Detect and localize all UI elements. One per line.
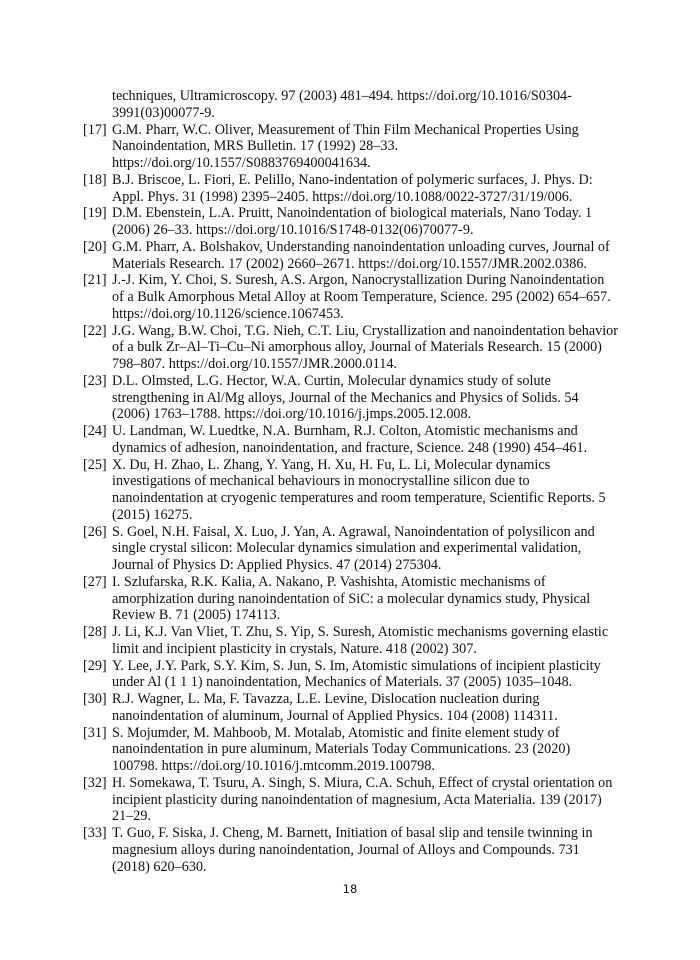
reference-text: D.M. Ebenstein, L.A. Pruitt, Nanoindentation of biological materials, Nano Today. 1 (2006) 26–33. https://doi.org/10.1016/S1748-0132(06)70077-9. [112, 205, 593, 238]
reference-text: R.J. Wagner, L. Ma, F. Tavazza, L.E. Levine, Dislocation nucleation during nanoindentation of aluminum, Journal of Applied Physics. 104 (2008) 114311. [112, 691, 558, 724]
reference-number: [32] [83, 774, 107, 791]
reference-item-17 [83, 122, 618, 172]
reference-text: H. Somekawa, T. Tsuru, A. Singh, S. Miura, C.A. Schuh, Effect of crystal orientation on incipient plasticity during nanoindentation of magnesium, Acta Materialia. 139 (2017) 21–29. [112, 774, 613, 825]
reference-text: G.M. Pharr, A. Bolshakov, Understanding nanoindentation unloading curves, Journal of Materials Research. 17 (2002) 2660–2671. https://doi.org/10.1557/JMR.2002.0386. [112, 238, 610, 272]
reference-text: X. Du, H. Zhao, L. Zhang, Y. Yang, H. Xu, H. Fu, L. Li, Molecular dynamics investigations of mechanical behaviours in monocrystalline silicon due to nanoindentation at cryogenic temperatures and room temperature, Scientific Reports. 5 (2015) 16275. [112, 456, 606, 523]
reference-continuation: techniques, Ultramicroscopy. 97 (2003) 481–494. https://doi.org/10.1016/S0304-3991(03)00077-9. [112, 88, 572, 121]
reference-number: [31] [83, 724, 107, 741]
reference-list [83, 88, 618, 875]
reference-item-27 [83, 574, 618, 624]
reference-number: [18] [83, 171, 107, 188]
reference-text: J. Li, K.J. Van Vliet, T. Zhu, S. Yip, S. Suresh, Atomistic mechanisms governing elastic limit and incipient plasticity in crystals, Nature. 418 (2002) 307. [112, 624, 609, 657]
reference-text: U. Landman, W. Luedtke, N.A. Burnham, R.J. Colton, Atomistic mechanisms and dynamics of adhesion, nanoindentation, and fracture, Science. 248 (1990) 454–461. [112, 423, 588, 456]
reference-number: [27] [83, 573, 107, 590]
reference-item-30 [83, 691, 618, 725]
reference-item-25 [83, 457, 618, 524]
reference-text: B.J. Briscoe, L. Fiori, E. Pelillo, Nano-indentation of polymeric surfaces, J. Phys. D: Appl. Phys. 31 (1998) 2395–2405. https://doi.org/10.1088/0022-3727/31/19/006. [112, 171, 593, 205]
reference-number: [28] [83, 624, 107, 640]
reference-item-23 [83, 373, 618, 423]
reference-text: J.G. Wang, B.W. Choi, T.G. Nieh, C.T. Liu, Crystallization and nanoindentation behavior of a bulk Zr–Al–Ti–Cu–Ni amorphous alloy, Journal of Materials Research. 15 (2000) 798–807. https://doi.org/10.1557/JMR.2000.0114. [112, 322, 618, 372]
reference-number: [19] [83, 205, 107, 222]
reference-text: S. Mojumder, M. Mahboob, M. Motalab, Atomistic and finite element study of nanoindentation in pure aluminum, Materials Today Communications. 23 (2020) 100798. https://doi.org/10.1016/j.mtcomm.2019.100798. [112, 724, 571, 774]
reference-text: I. Szlufarska, R.K. Kalia, A. Nakano, P. Vashishta, Atomistic mechanisms of amorphization during nanoindentation of SiC: a molecular dynamics study, Physical Review B. 71 (2005) 174113. [112, 573, 591, 624]
reference-number: [24] [83, 423, 107, 439]
reference-text: Y. Lee, J.Y. Park, S.Y. Kim, S. Jun, S. Im, Atomistic simulations of incipient plasticity under Al (1 1 1) nanoindentation, Mechanics of Materials. 37 (2005) 1035–1048. [112, 657, 601, 691]
reference-item-18 [83, 172, 618, 206]
reference-item-19 [83, 205, 618, 239]
reference-text: S. Goel, N.H. Faisal, X. Luo, J. Yan, A. Agrawal, Nanoindentation of polysilicon and single crystal silicon: Molecular dynamics simulation and experimental validation, Journal of Physics D: Applied Physics. 47 (2014) 275304. [112, 523, 595, 573]
reference-number: [30] [83, 691, 107, 707]
reference-item-29 [83, 658, 618, 692]
reference-number: [17] [83, 121, 107, 138]
reference-item-32 [83, 775, 618, 825]
reference-item-31 [83, 725, 618, 775]
reference-text: T. Guo, F. Siska, J. Cheng, M. Barnett, Initiation of basal slip and tensile twinning in magnesium alloys during nanoindentation, Journal of Alloys and Compounds. 731 (2018) 620–630. [112, 825, 593, 875]
reference-item-26 [83, 524, 618, 574]
reference-number: [29] [83, 657, 107, 674]
reference-item-28 [83, 624, 618, 658]
reference-item-24 [83, 423, 618, 457]
reference-number: [21] [83, 272, 107, 289]
reference-number: [23] [83, 372, 107, 389]
reference-number: [33] [83, 825, 107, 841]
reference-item-22 [83, 323, 618, 373]
reference-number: [25] [83, 456, 107, 473]
reference-text: G.M. Pharr, W.C. Oliver, Measurement of Thin Film Mechanical Properties Using Nanoindentation, MRS Bulletin. 17 (1992) 28–33. https://doi.org/10.1557/S0883769400041634. [112, 121, 579, 171]
reference-item-21 [83, 272, 618, 322]
reference-number: [26] [83, 523, 107, 540]
reference-item-20 [83, 239, 618, 273]
reference-number: [22] [83, 322, 107, 339]
reference-number: [20] [83, 238, 107, 255]
reference-item-33 [83, 825, 618, 875]
reference-text: J.-J. Kim, Y. Choi, S. Suresh, A.S. Argon, Nanocrystallization During Nanoindentation of a Bulk Amorphous Metal Alloy at Room Temperature, Science. 295 (2002) 654–657. https://doi.org/10.1126/science.1067453. [112, 272, 611, 322]
page-number: 18 [342, 882, 358, 896]
reference-text: D.L. Olmsted, L.G. Hector, W.A. Curtin, Molecular dynamics study of solute strengthening in Al/Mg alloys, Journal of the Mechanics and Physics of Solids. 54 (2006) 1763–1788. https://doi.org/10.1016/j.jmps.2005.12.008. [112, 372, 579, 423]
